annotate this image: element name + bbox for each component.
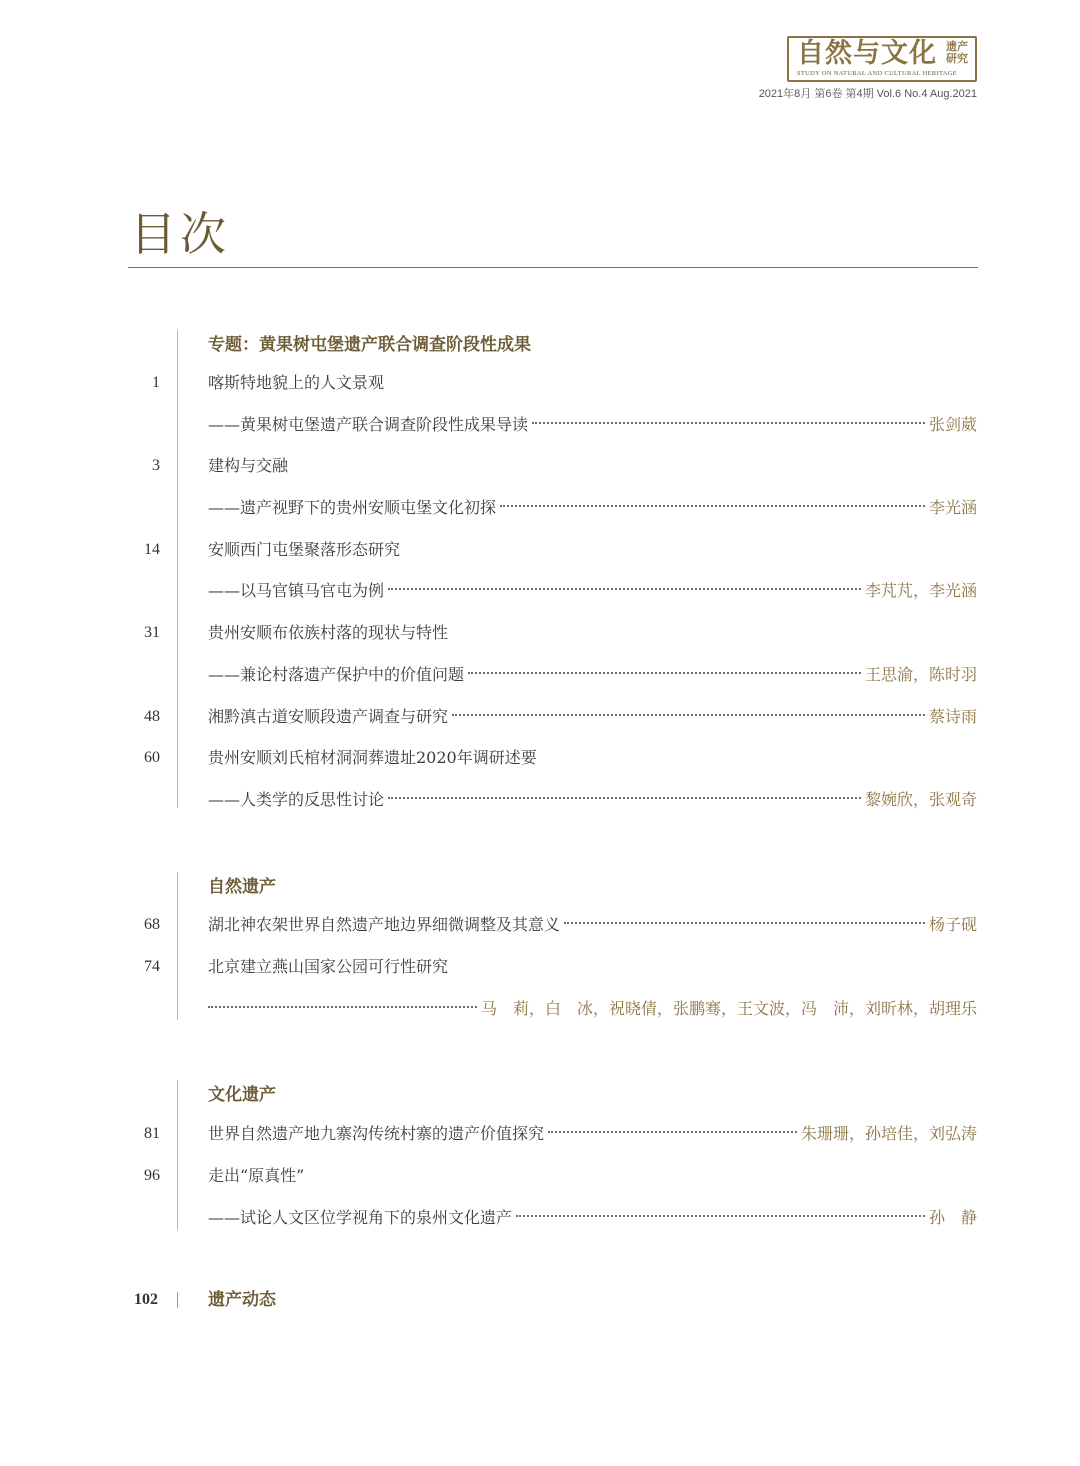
entry-author: 黎婉欣，张观奇 xyxy=(864,790,977,809)
entry-title: 贵州安顺布依族村落的现状与特性 xyxy=(208,623,449,642)
leader-dots xyxy=(208,1006,477,1008)
section-title: 专题：黄果树屯堡遗产联合调查阶段性成果 xyxy=(208,335,531,355)
section-title: 自然遗产 xyxy=(208,877,276,897)
entry-author: 张剑葳 xyxy=(928,415,977,434)
page-number: 96 xyxy=(144,1167,160,1184)
leader-dots xyxy=(548,1131,797,1133)
journal-title: 自然与文化 xyxy=(797,38,937,69)
toc-entry[interactable] xyxy=(0,788,1080,812)
toc-entry[interactable] xyxy=(0,746,1080,770)
entry-author: 杨子砚 xyxy=(928,915,977,934)
entry-title: 贵州安顺刘氏棺材洞洞葬遗址2020年调研述要 xyxy=(208,748,537,767)
entry-author: 朱珊珊，孙培佳，刘弘涛 xyxy=(800,1124,977,1143)
toc-entry[interactable] xyxy=(0,997,1080,1021)
page-number: 1 xyxy=(152,374,160,391)
toc-entry[interactable] xyxy=(0,496,1080,520)
toc-entry[interactable] xyxy=(0,1206,1080,1230)
toc-entry[interactable] xyxy=(0,1164,1080,1188)
leader-dots xyxy=(388,797,861,799)
toc-entry[interactable] xyxy=(0,454,1080,478)
page-number: 81 xyxy=(144,1125,160,1142)
leader-dots xyxy=(564,922,925,924)
entry-subtitle: ——黄果树屯堡遗产联合调查阶段性成果导读 xyxy=(208,415,529,434)
entry-title: 建构与交融 xyxy=(208,456,289,475)
section-title: 文化遗产 xyxy=(208,1085,276,1105)
toc-entry[interactable] xyxy=(0,913,1080,937)
leader-dots xyxy=(452,714,925,716)
entry-author: 李芃芃，李光涵 xyxy=(864,581,977,600)
separator-bar xyxy=(177,1292,178,1308)
toc-entry[interactable] xyxy=(0,705,1080,729)
leader-dots xyxy=(500,505,925,507)
toc-entry[interactable] xyxy=(0,413,1080,437)
entry-author: 孙 静 xyxy=(928,1208,977,1227)
entry-title: 北京建立燕山国家公园可行性研究 xyxy=(208,957,449,976)
journal-subtitle: 遗产研究 xyxy=(946,40,968,65)
toc-entry[interactable] xyxy=(0,663,1080,687)
entry-title: 湖北神农架世界自然遗产地边界细微调整及其意义 xyxy=(208,915,561,934)
toc-entry[interactable] xyxy=(0,1122,1080,1146)
page-number: 74 xyxy=(144,958,160,975)
journal-english-title: STUDY ON NATURAL AND CULTURAL HERITAGE xyxy=(797,70,957,77)
entry-title: 喀斯特地貌上的人文景观 xyxy=(208,373,385,392)
entry-subtitle: ——遗产视野下的贵州安顺屯堡文化初探 xyxy=(208,498,497,517)
entry-subtitle: ——试论人文区位学视角下的泉州文化遗产 xyxy=(208,1208,513,1227)
entry-author: 蔡诗雨 xyxy=(928,707,977,726)
page-number: 31 xyxy=(144,624,160,641)
toc-entry[interactable] xyxy=(0,621,1080,645)
page-title: 目次 xyxy=(130,207,230,261)
entry-title: 湘黔滇古道安顺段遗产调查与研究 xyxy=(208,707,449,726)
leader-dots xyxy=(532,422,925,424)
page-number: 14 xyxy=(144,541,160,558)
page-number: 68 xyxy=(144,916,160,933)
entry-author: 李光涵 xyxy=(928,498,977,517)
page-number: 60 xyxy=(144,749,160,766)
entry-author: 王思渝，陈时羽 xyxy=(864,665,977,684)
entry-subtitle: ——兼论村落遗产保护中的价值问题 xyxy=(208,665,465,684)
entry-subtitle: ——人类学的反思性讨论 xyxy=(208,790,385,809)
entry-title: 走出“原真性” xyxy=(208,1166,305,1185)
journal-masthead xyxy=(787,36,977,82)
entry-subtitle: ——以马官镇马官屯为例 xyxy=(208,581,385,600)
issue-info: 2021年8月 第6卷 第4期 Vol.6 No.4 Aug.2021 xyxy=(758,88,977,100)
section-title: 遗产动态 xyxy=(208,1290,276,1310)
page-number: 102 xyxy=(134,1291,158,1308)
leader-dots xyxy=(468,672,861,674)
title-divider xyxy=(128,267,978,268)
toc-entry[interactable] xyxy=(0,538,1080,562)
entry-title: 安顺西门屯堡聚落形态研究 xyxy=(208,540,401,559)
entry-title: 世界自然遗产地九寨沟传统村寨的遗产价值探究 xyxy=(208,1124,545,1143)
entry-author: 马 莉，白 冰，祝晓倩，张鹏骞，王文波，冯 沛，刘昕林，胡理乐 xyxy=(480,999,977,1018)
leader-dots xyxy=(516,1215,925,1217)
toc-entry[interactable] xyxy=(0,371,1080,395)
toc-entry[interactable] xyxy=(0,579,1080,603)
leader-dots xyxy=(388,588,861,590)
toc-entry[interactable] xyxy=(0,955,1080,979)
section-rule xyxy=(177,330,178,808)
page-number: 48 xyxy=(144,708,160,725)
toc-entry-heritage-news[interactable] xyxy=(0,1287,1080,1313)
page-number: 3 xyxy=(152,457,160,474)
